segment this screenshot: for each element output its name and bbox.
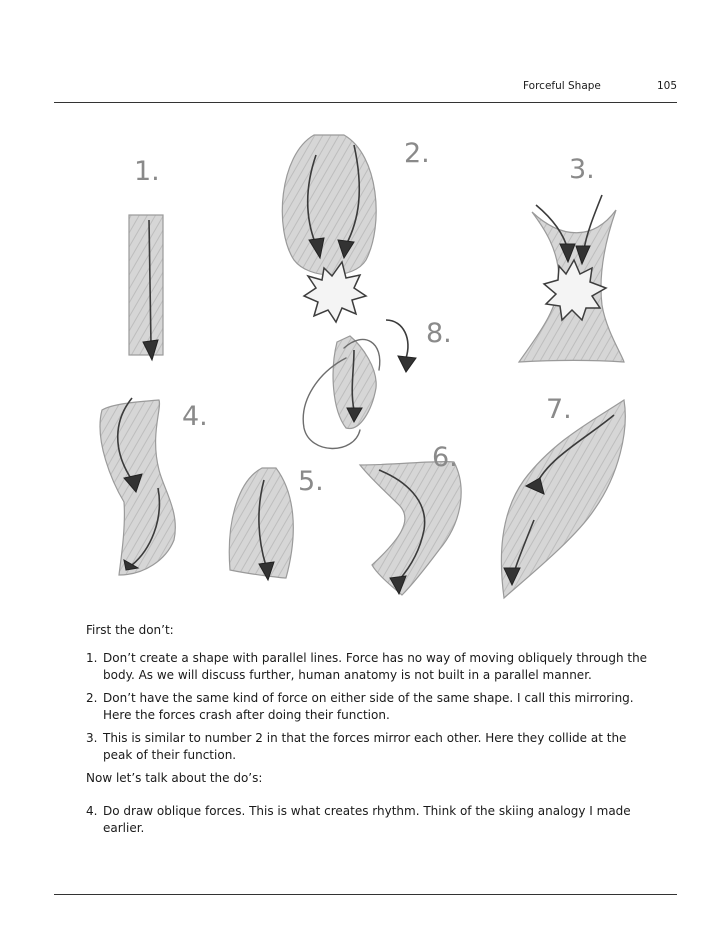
sketch-4-oblique: [100, 398, 208, 575]
list-item-number: 4.: [86, 804, 98, 818]
list-item-number: 2.: [86, 691, 98, 705]
dos-list: [86, 803, 656, 837]
forceful-shape-sketches: [54, 110, 677, 610]
list-item-text: Do draw oblique forces. This is what creates rhythm. Think of the skiing analogy I made earlier.: [103, 804, 631, 835]
list-item-text: Don’t have the same kind of force on either side of the same shape. I call this mirroring. Here the forces crash after doing their function.: [103, 691, 634, 722]
list-item: [86, 803, 656, 837]
sketch-1-parallel: [129, 156, 163, 360]
sketch-label-4: 4.: [182, 401, 208, 432]
page-header: [54, 80, 677, 96]
sketch-label-3: 3.: [569, 154, 595, 185]
running-title: Forceful Shape: [523, 80, 601, 92]
list-item: [86, 730, 656, 764]
sketch-label-7: 7.: [546, 394, 572, 425]
sketch-3-collide: [519, 154, 624, 362]
footer-rule: [54, 894, 677, 895]
list-item: [86, 690, 656, 724]
sketch-7-long-oblique: [501, 394, 625, 598]
page-number: 105: [656, 80, 677, 92]
sketch-8-twist: [303, 318, 452, 449]
list-item-number: 3.: [86, 731, 98, 745]
list-item-number: 1.: [86, 651, 98, 665]
donts-list: [86, 650, 656, 764]
header-rule: [54, 102, 677, 103]
list-item: [86, 650, 656, 684]
sketch-label-6: 6.: [432, 442, 458, 473]
donts-intro: First the don’t:: [86, 623, 174, 637]
body-text: [86, 622, 656, 843]
sketch-label-2: 2.: [404, 138, 430, 169]
sketch-2-mirrored: [282, 135, 429, 322]
sketch-5-curve: [229, 466, 323, 580]
dos-intro: Now let’s talk about the do’s:: [86, 771, 263, 785]
sketch-label-8: 8.: [426, 318, 452, 349]
sketch-label-5: 5.: [298, 466, 324, 497]
sketch-6-chevron: [360, 442, 461, 595]
list-item-text: This is similar to number 2 in that the forces mirror each other. Here they collide at the peak of their function.: [103, 731, 627, 762]
sketch-label-1: 1.: [134, 156, 160, 187]
list-item-text: Don’t create a shape with parallel lines. Force has no way of moving obliquely through the body. As we will discuss further, human anatomy is not built in a parallel manner.: [103, 651, 648, 682]
